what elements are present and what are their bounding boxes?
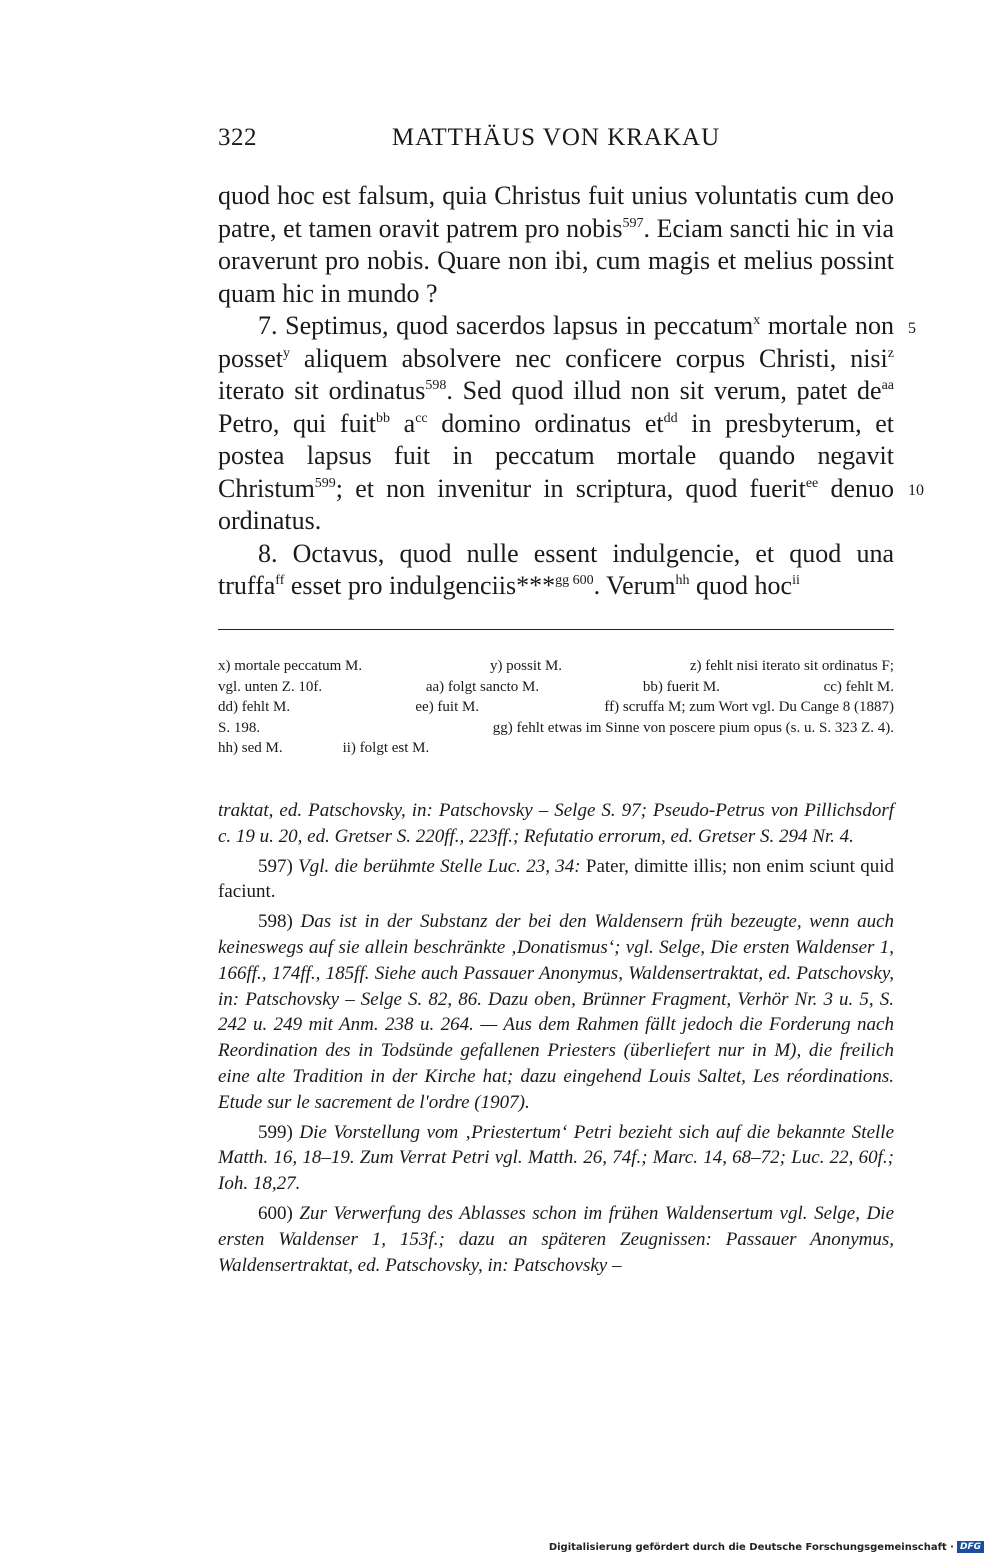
apparatus-ref: dd	[663, 410, 678, 426]
running-title: MATTHÄUS VON KRAKAU	[391, 124, 721, 151]
critical-apparatus	[218, 656, 894, 759]
footnote-ref: 598	[425, 378, 447, 393]
dfg-logo: DFG	[957, 1541, 984, 1553]
apparatus-ref: hh	[675, 573, 690, 588]
footnote-598: 598) Das ist in der Substanz der bei den Waldensern früh bezeugte, wenn auch keineswegs auf sie allein beschränkte ‚Donatismus‘; vgl. Selge, Die ersten Waldenser 1, 166ff., 174ff., 185ff. Siehe auch Passauer Anonymus, Waldensertraktat, ed. Patschovsky, in: Patschovsky – Selge S. 82, 86. Dazu oben, Brünner Fragment, Verhör Nr. 3 u. 5, S. 242 u. 249 mit Anm. 238 u. 264. — Aus dem Rahmen fällt jedoch die Forderung nach Reordination des in Todsünde gefallenen Priesters (überliefert nur in M), die freilich eine alte Tradition in der Kirche hat; dazu eingehend Louis Saltet, Les réordinations. Etude sur le sacrement de l'ordre (1907).	[218, 911, 895, 1113]
apparatus-ref: cc	[415, 410, 428, 426]
footnote-600: 600) Zur Verwerfung des Ablasses schon im frühen Waldensertum vgl. Selge, Die ersten Waldenser 1, 153f.; dazu an späteren Zeugnissen: Passauer Anonymus, Waldensertraktat, ed. Patschovsky, in: Patschovsky –	[218, 1202, 895, 1276]
footnotes	[218, 798, 894, 1282]
line-number-5: 5	[908, 320, 916, 337]
main-paragraph-1: quod hoc est falsum, quia Christus fuit unius voluntatis cum deo patre, et tamen oravit patrem pro nobis$^{597}$. Eciam sancti hic in via oraverunt pro nobis. Quare non ibi, cum magis et melius possint quam hic in mundo ?	[218, 181, 894, 308]
digitization-credit: Digitalisierung gefördert durch die Deutsche Forschungsgemeinschaft ·	[548, 1541, 954, 1553]
digitization-footer	[549, 1541, 984, 1553]
footnote-ref: 599	[314, 475, 336, 491]
apparatus-ref: ee	[805, 475, 819, 491]
footnote-ref: 597	[622, 215, 644, 231]
apparatus-row: S. 198. gg) fehlt etwas im Sinne von poscere pium opus (s. u. S. 323 Z. 4).	[218, 719, 894, 736]
apparatus-ref: ff	[275, 573, 285, 588]
apparatus-row: dd) fehlt M. ee) fuit M. ff) scruffa M; zum Wort vgl. Du Cange 8 (1887)	[218, 699, 894, 716]
apparatus-ref: ii	[792, 573, 800, 588]
apparatus-row: vgl. unten Z. 10f. aa) folgt sancto M. bb) fuerit M. cc) fehlt M.	[218, 678, 894, 695]
apparatus-ref: gg 600	[555, 573, 594, 588]
page-header	[218, 124, 894, 158]
page-number: 322	[218, 124, 257, 151]
footnote-597: 597) Vgl. die berühmte Stelle Luc. 23, 34: Pater, dimitte illis; non enim sciunt quid faciunt.	[218, 855, 895, 903]
line-number-10: 10	[908, 482, 924, 499]
apparatus-ref: y	[283, 345, 290, 361]
apparatus-row: hh) sed M. ii) folgt est M.	[218, 740, 430, 757]
main-paragraph-3: 8. Octavus, quod nulle essent indulgencie, et quod una truffa$^{ff}$ esset pro indulgenciis***$^{gg 600}$. Verum$^{hh}$ quod hoc$^{ii}$	[218, 538, 894, 600]
apparatus-ref: bb	[376, 410, 391, 426]
apparatus-ref: aa	[881, 378, 894, 393]
apparatus-ref: z	[887, 345, 894, 361]
footnote-continuation: traktat, ed. Patschovsky, in: Patschovsky – Selge S. 97; Pseudo-Petrus von Pillichsdorf c. 19 u. 20, ed. Gretser S. 220ff., 223ff.; Refutatio errorum, ed. Gretser S. 294 Nr. 4.	[218, 800, 894, 847]
footnote-599: 599) Die Vorstellung vom ‚Priestertum‘ Petri bezieht sich auf die bekannte Stelle Matth. 16, 18–19. Zum Verrat Petri vgl. Matth. 26, 74f.; Marc. 14, 68–72; Luc. 22, 60f.; Ioh. 18,27.	[218, 1121, 894, 1195]
footnote-divider	[218, 629, 894, 630]
apparatus-row: x) mortale peccatum M. y) possit M. z) fehlt nisi iterato sit ordinatus F;	[218, 658, 894, 674]
main-paragraph-2: 7. Septimus, quod sacerdos lapsus in peccatum$^x$ mortale non posset$^y$ aliquem absolvere nec conficere corpus Christi, nisi$^z$ iterato sit ordinatus$^{598}$. Sed quod illud non sit verum, patet $de^{aa}$ Petro, qui fuit$^{bb}$ $a^{cc}$ domino ordinatus $et^{dd}$ in presbyterum, et postea lapsus fuit in peccatum mortale quando negavit Christum$^{599}$; et non invenitur in scriptura, quod fuerit$^{ee}$ denuo ordinatus.	[218, 311, 894, 535]
apparatus-ref: x	[753, 313, 761, 328]
main-text	[218, 180, 894, 603]
